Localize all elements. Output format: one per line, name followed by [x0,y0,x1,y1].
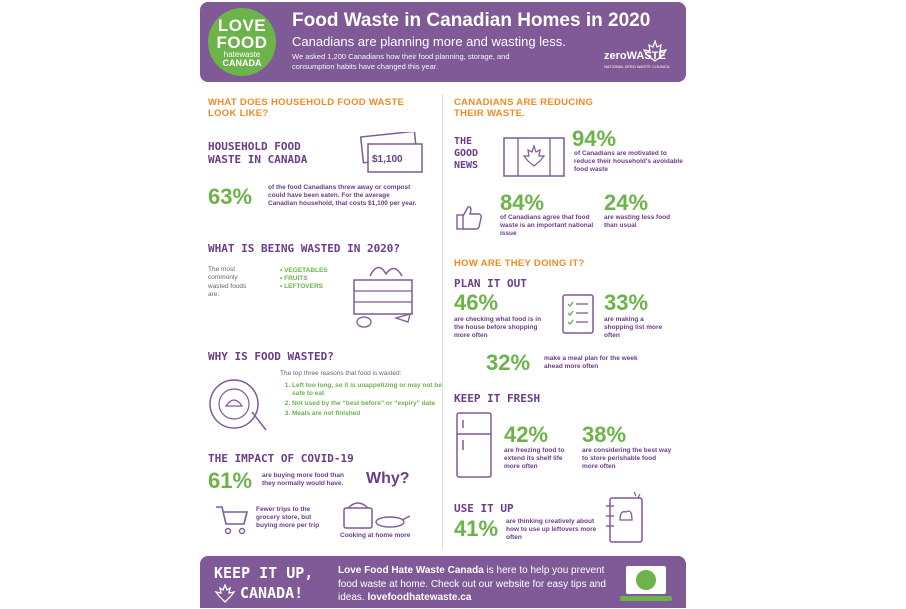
wasted-item: • FRUITS [280,275,328,283]
plan-it-out-heading: PLAN IT OUT [454,277,527,290]
covid-heading: THE IMPACT OF COVID-19 [208,452,354,465]
good-news-label: THE GOOD NEWS [454,136,479,171]
wasted-intro-text: The most commonly wasted foods are: [208,266,247,299]
logo-text-food: FOOD [216,32,268,52]
logo-text-love: LOVE [217,15,267,35]
food-crate-icon [350,258,420,330]
column-divider [442,94,443,549]
stat-41-percent: 41% [454,516,499,541]
wasted-item: • VEGETABLES [280,267,328,275]
stat-38-text: are considering the best way to store perishable food more often [582,447,672,471]
stat-46-percent: 46% [454,290,499,315]
canada-flag-icon [502,136,566,178]
recipe-book-icon [600,490,650,548]
footer-banner [200,556,686,608]
stat-94-text: of Canadians are motivated to reduce their household's avoidable food waste [574,150,683,174]
stat-84-percent: 84% [500,190,545,215]
stat-33-text: are making a shopping list more often [604,316,663,340]
wasted-item: • LEFTOVERS [280,283,328,291]
why-wasted-heading: WHY IS FOOD WASTED? [208,350,334,363]
logo-text-canada: CANADA [222,57,262,68]
cooking-pots-icon [340,498,410,534]
how-heading: HOW ARE THEY DOING IT? [454,258,585,269]
reason-item: 1. Left too long, so it is unappetizing or may not be safe to eat [292,382,442,398]
household-food-waste-heading: HOUSEHOLD FOOD WASTE IN CANADA [208,140,308,167]
shopping-cart-icon [214,504,250,536]
why-label: Why? [366,470,410,487]
wasted-foods-list [272,267,328,291]
logo-text-hatewaste: hatewaste [223,49,261,59]
stat-63-text: of the food Canadians threw away or compost could have been eaten. For the average Canadian household, that costs $1,100 per year. [268,184,417,208]
header-banner [200,2,686,82]
cooking-text: Cooking at home more [340,532,411,539]
stat-94-percent: 94% [572,126,617,151]
stat-38-percent: 38% [582,422,627,447]
plate-icon [208,372,270,434]
stat-61-text: are buying more food than they normally would have. [262,472,344,488]
page-title: Food Waste in Canadian Homes in 2020 [292,10,651,31]
footer-cta-line2: CANADA! [240,584,304,602]
keep-it-fresh-heading: KEEP IT FRESH [454,392,541,405]
stat-61-percent: 61% [208,468,253,493]
footer-cta-line1: KEEP IT UP, [214,564,314,582]
stat-32-text: make a meal plan for the week ahead more often [544,355,638,371]
love-food-hate-waste-logo[interactable] [208,8,276,76]
stat-24-percent: 24% [604,190,649,215]
why-intro-text: The top three reasons that food is wasted: [280,370,402,377]
infographic [200,0,686,608]
reason-item: 3. Meals are not finished [292,410,442,418]
trips-text: Fewer trips to the grocery store, but buying more per trip [256,506,320,530]
maple-leaf-icon [642,40,668,64]
stat-24-text: are wasting less food than usual [604,214,671,230]
refrigerator-icon [454,410,494,480]
stat-63-percent: 63% [208,184,253,209]
footer-message [338,564,608,605]
reason-item: 2. Not used by the “best before” or “expiry” date [292,400,442,408]
stat-33-percent: 33% [604,290,649,315]
footer-website-link[interactable]: lovefoodhatewaste.ca [367,592,472,603]
stat-42-percent: 42% [504,422,549,447]
reasons-list [280,382,442,421]
zero-waste-logo-sub: NATIONAL ZERO WASTE COUNCIL [604,64,671,69]
page-description: We asked 1,200 Canadians how their food planning, storage, and consumption habits have changed this year. [292,52,510,71]
stat-84-text: of Canadians agree that food waste is an important national issue [500,214,594,238]
use-it-up-heading: USE IT UP [454,502,514,515]
maple-leaf-icon [214,584,236,604]
stat-46-text: are checking what food is in the house before shopping more often [454,316,542,340]
thumbs-up-icon [454,202,484,232]
section-heading-household: WHAT DOES HOUSEHOLD FOOD WASTE LOOK LIKE? [208,97,405,119]
footer-org-text: is here to help you prevent food waste at home. Check out our website for easy tips and ideas. [338,565,606,603]
stat-42-text: are freezing food to extend its shelf life more often [504,447,565,471]
laptop-icon [620,564,672,604]
page-subtitle: Canadians are planning more and wasting less. [292,34,566,49]
stat-32-percent: 32% [486,350,531,375]
what-wasted-heading: WHAT IS BEING WASTED IN 2020? [208,242,401,255]
section-heading-reducing: CANADIANS ARE REDUCING THEIR WASTE. [454,97,594,119]
bill-value: $1,100 [372,154,403,165]
stat-41-text: are thinking creatively about how to use up leftovers more often [506,518,597,542]
zero-waste-logo[interactable]: zeroWASTE [604,50,666,62]
checklist-icon [560,292,596,336]
footer-org-name: Love Food Hate Waste Canada [338,565,484,576]
